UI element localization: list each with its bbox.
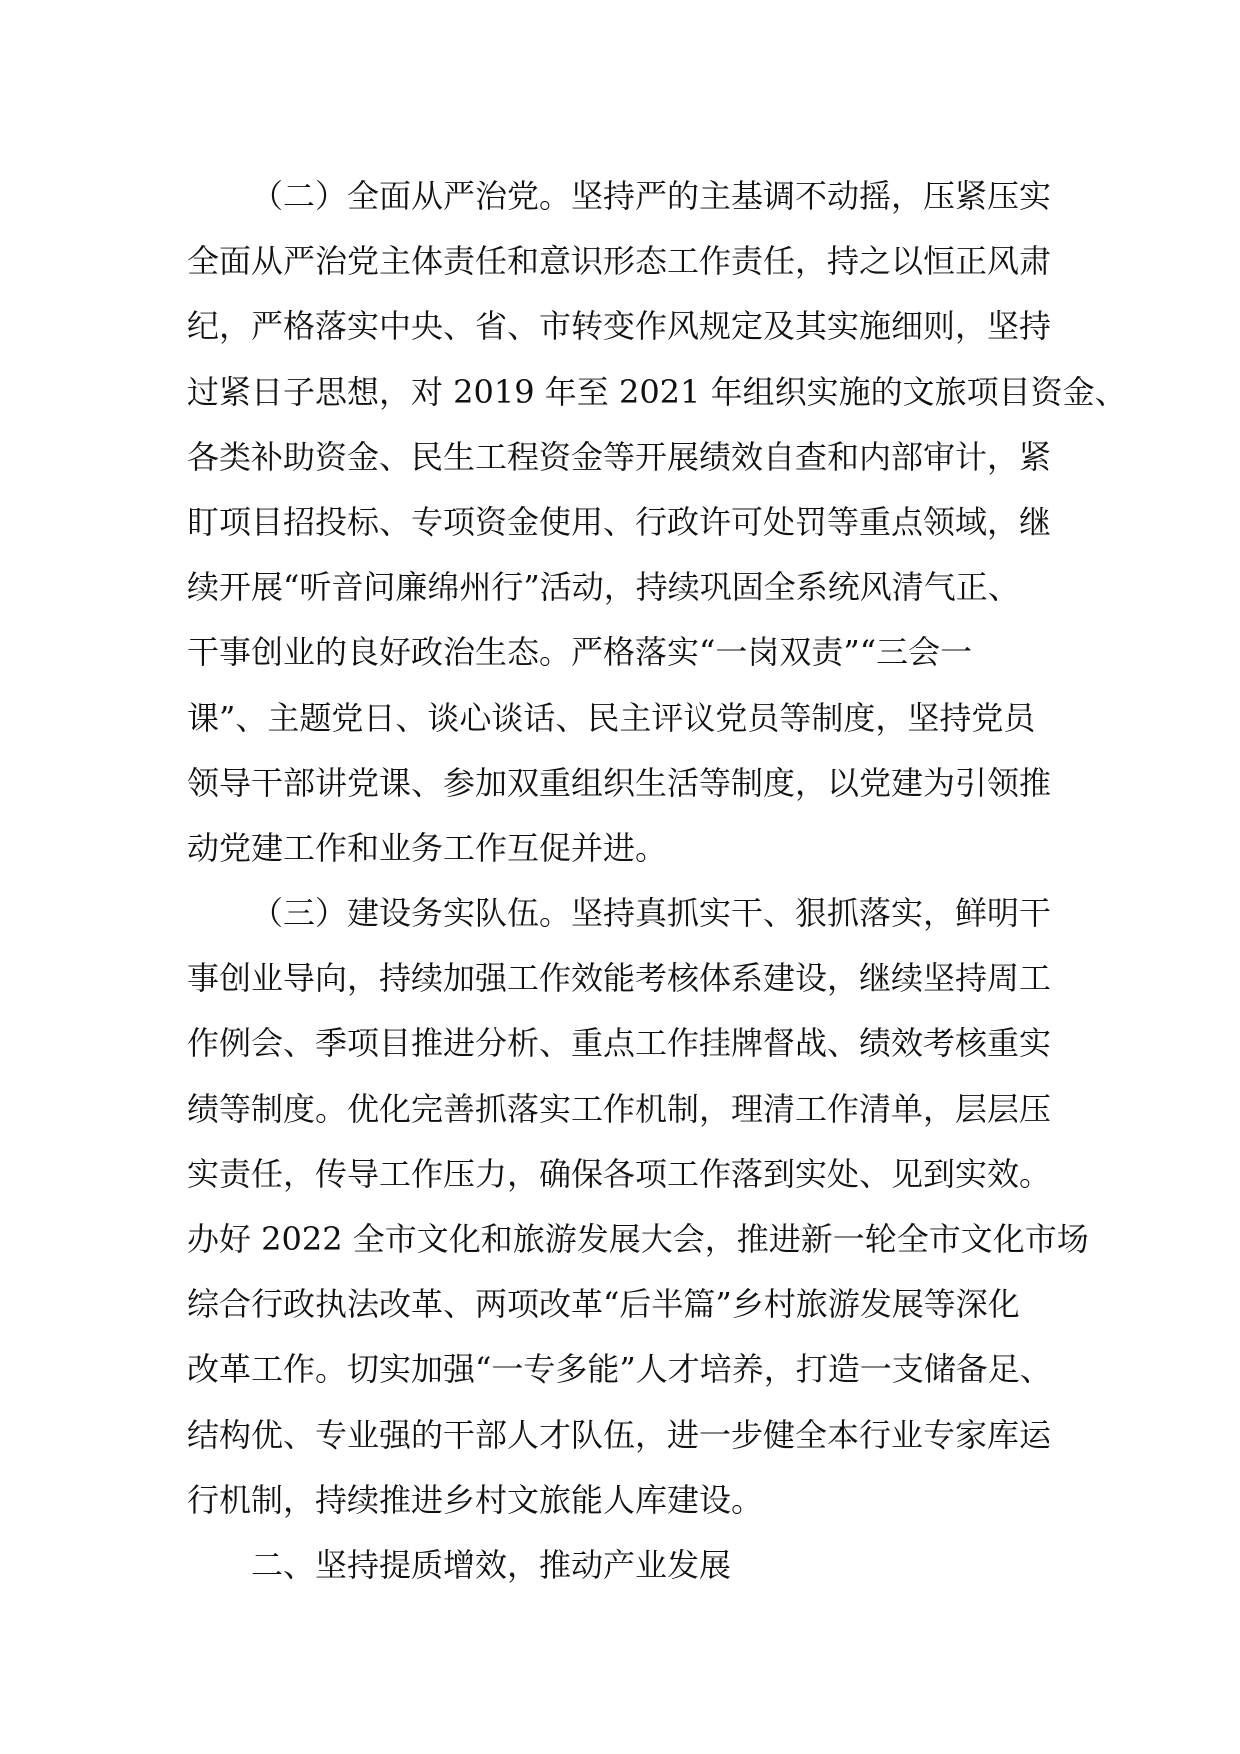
text-line: 实责任，传导工作压力，确保各项工作落到实处、见到实效。	[187, 1154, 1052, 1193]
text-line: 盯项目招投标、专项资金使用、行政许可处罚等重点领域，继	[187, 502, 1052, 541]
text-line: 干事创业的良好政治生态。严格落实“一岗双责”“三会一	[187, 633, 973, 672]
text-line: （二）全面从严治党。坚持严的主基调不动摇，压紧压实	[251, 177, 1052, 215]
text-line: 办好 2022 全市文化和旅游发展大会，推进新一轮全市文化市场	[187, 1220, 1089, 1258]
section-heading: 二、坚持提质增效，推动产业发展	[251, 1545, 732, 1584]
text-line: 作例会、季项目推进分析、重点工作挂牌督战、绩效考核重实	[187, 1024, 1052, 1063]
text-line: 续开展“听音问廉绵州行”活动，持续巩固全系统风清气正、	[187, 568, 1020, 607]
body-text	[187, 164, 1127, 1598]
text-line: 领导干部讲党课、参加双重组织生活等制度，以党建为引领推	[187, 763, 1052, 802]
text-line: 课”、主题党日、谈心谈话、民主评议党员等制度，坚持党员	[187, 698, 1036, 737]
text-line: 全面从严治党主体责任和意识形态工作责任，持之以恒正风肃	[187, 242, 1052, 281]
text-line: 绩等制度。优化完善抓落实工作机制，理清工作清单，层层压	[187, 1089, 1052, 1128]
text-line: （三）建设务实队伍。坚持真抓实干、狠抓落实，鲜明干	[251, 894, 1052, 933]
text-line: 结构优、专业强的干部人才队伍，进一步健全本行业专家库运	[187, 1415, 1052, 1454]
text-line: 改革工作。切实加强“一专多能”人才培养，打造一支储备足、	[187, 1350, 1052, 1389]
text-line: 事创业导向，持续加强工作效能考核体系建设，继续坚持周工	[187, 959, 1052, 998]
text-line: 各类补助资金、民生工程资金等开展绩效自查和内部审计，紧	[187, 437, 1052, 476]
text-line: 行机制，持续推进乡村文旅能人库建设。	[187, 1480, 764, 1519]
text-line: 过紧日子思想，对 2019 年至 2021 年组织实施的文旅项目资金、	[187, 372, 1127, 411]
text-line: 综合行政执法改革、两项改革“后半篇”乡村旅游发展等深化	[187, 1285, 1020, 1324]
text-line: 纪，严格落实中央、省、市转变作风规定及其实施细则，坚持	[187, 307, 1052, 346]
text-line: 动党建工作和业务工作互促并进。	[187, 828, 668, 867]
